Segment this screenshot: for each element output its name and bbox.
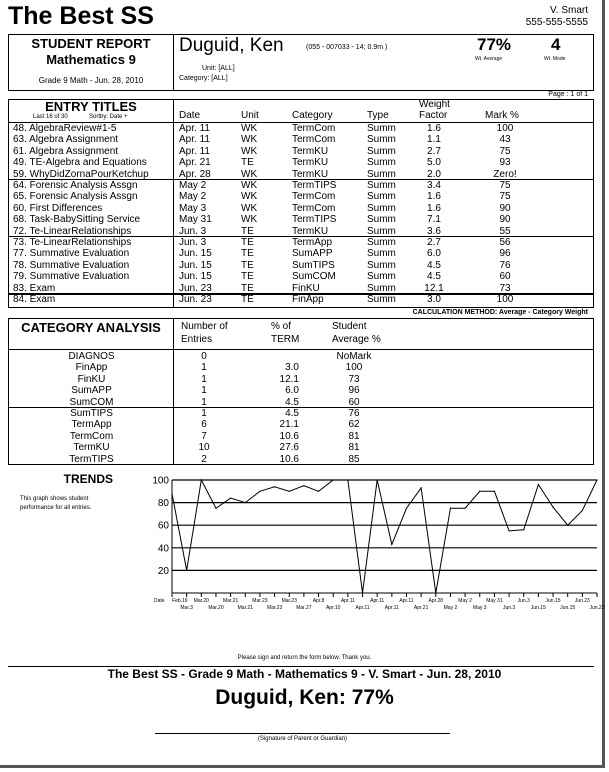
- category-pct: 21.1: [279, 419, 299, 431]
- data-point: [596, 479, 597, 480]
- entry-type: Summ: [367, 237, 396, 248]
- entry-mark: 55: [499, 225, 511, 237]
- entry-date: Jun. 3: [179, 237, 207, 248]
- entry-type: Summ: [367, 134, 396, 146]
- category-row: [9, 351, 594, 362]
- entry-row: [9, 123, 594, 134]
- col-mark: Mark %: [485, 110, 519, 121]
- entry-date: Apr. 11: [179, 134, 210, 146]
- x-tick-label: Jun.15: [560, 605, 576, 611]
- col-pct-2: TERM: [271, 334, 300, 345]
- school-name: The Best SS: [8, 2, 154, 30]
- trends-description-2: performance for all entries.: [20, 505, 92, 511]
- col-type: Type: [367, 110, 389, 121]
- x-tick-label: Apr.28: [428, 598, 444, 604]
- category-pct: 10.6: [279, 430, 299, 442]
- x-tick-label: Mar.21: [222, 598, 239, 604]
- entry-mark: Zero!: [493, 168, 517, 180]
- category-pct: 12.1: [279, 373, 299, 385]
- entry-category: TermKU: [292, 225, 329, 237]
- entry-title: 83. Exam: [13, 282, 56, 294]
- entry-type: Summ: [367, 180, 396, 191]
- data-point: [450, 508, 451, 509]
- data-point: [333, 479, 334, 480]
- category-avg: 81: [348, 442, 360, 454]
- x-tick-label: Jun.23: [589, 605, 605, 611]
- y-tick-label: 80: [157, 498, 169, 510]
- entry-type: Summ: [367, 248, 396, 260]
- entry-type: Summ: [367, 157, 396, 169]
- entry-unit: WK: [241, 180, 258, 191]
- entry-title: 60. First Differences: [13, 202, 103, 214]
- category-row: [9, 431, 594, 442]
- entry-mark: 56: [499, 237, 511, 248]
- x-tick-label: May 2: [458, 598, 472, 604]
- entry-weight: 1.6: [427, 123, 441, 134]
- weighted-mode-label: Wt. Mode: [544, 56, 566, 62]
- x-tick-label: May 3: [472, 605, 487, 611]
- entry-category: TermKU: [292, 145, 329, 157]
- report-header: [8, 34, 594, 91]
- x-axis-title: Date: [154, 598, 165, 604]
- entry-type: Summ: [367, 214, 396, 226]
- category-row: [9, 454, 594, 465]
- category-entries: 1: [201, 408, 207, 419]
- entry-weight: 1.6: [427, 202, 441, 214]
- entry-weight: 6.0: [427, 248, 441, 260]
- entry-unit: WK: [241, 191, 258, 203]
- class-date: Grade 9 Math - Jun. 28, 2010: [38, 76, 144, 85]
- entries-heading: ENTRY TITLES: [45, 99, 137, 114]
- entry-weight: 3.4: [427, 180, 441, 191]
- category-name: SumTIPS: [70, 408, 113, 419]
- entry-mark: 75: [499, 180, 511, 191]
- col-date: Date: [179, 110, 201, 121]
- category-avg: 76: [348, 408, 360, 419]
- entry-unit: WK: [241, 214, 258, 226]
- x-tick-label: Apr.11: [355, 605, 370, 611]
- entry-unit: WK: [241, 168, 258, 180]
- course-name: Mathematics 9: [46, 52, 136, 67]
- calculation-method: CALCULATION METHOD: Average - Category Weight: [412, 309, 588, 316]
- trend-line: [172, 480, 597, 593]
- category-filter: Category: [ALL]: [179, 75, 228, 82]
- entry-unit: TE: [241, 225, 254, 237]
- x-tick-label: Apr.21: [413, 605, 429, 611]
- col-category: Category: [292, 110, 333, 121]
- entry-unit: WK: [241, 134, 258, 146]
- entry-unit: TE: [241, 294, 254, 305]
- data-point: [479, 491, 480, 492]
- entry-date: Jun. 15: [179, 271, 212, 283]
- entry-weight: 4.5: [427, 259, 441, 271]
- entry-category: TermApp: [292, 237, 333, 248]
- entry-row: [9, 283, 594, 294]
- entry-category: FinApp: [292, 294, 324, 305]
- entry-unit: TE: [241, 248, 254, 260]
- data-point: [303, 485, 304, 486]
- footer-summary: The Best SS - Grade 9 Math - Mathematics 9 - V. Smart - Jun. 28, 2010: [107, 667, 502, 681]
- entry-title: 78. Summative Evaluation: [13, 259, 130, 271]
- data-point: [523, 529, 524, 530]
- entry-title: 61. Algebra Assignment: [13, 145, 119, 157]
- data-point: [465, 508, 466, 509]
- data-point: [538, 484, 539, 485]
- category-entries: 10: [198, 442, 210, 454]
- entry-row: [9, 294, 594, 305]
- entry-title: 49. TE-Algebra and Equations: [13, 157, 147, 169]
- entry-mark: 75: [499, 145, 511, 157]
- entry-category: SumTIPS: [292, 259, 335, 271]
- entry-weight: 2.0: [427, 168, 441, 180]
- entry-title: 59. WhyDidZornaPourKetchup: [13, 168, 149, 180]
- col-pct-1: % of: [271, 321, 292, 332]
- entry-date: May 2: [179, 180, 207, 191]
- category-avg: 81: [348, 430, 360, 442]
- entry-row: [9, 169, 594, 180]
- trends-chart: [140, 470, 609, 615]
- data-point: [421, 487, 422, 488]
- entry-category: TermCom: [292, 123, 336, 134]
- x-tick-label: Jun.23: [574, 598, 590, 604]
- col-avg-1: Student: [332, 321, 367, 332]
- entry-date: Jun. 3: [179, 225, 207, 237]
- entry-mark: 93: [499, 157, 511, 169]
- entry-weight: 1.1: [427, 134, 441, 146]
- trends-heading: TRENDS: [63, 472, 113, 486]
- x-tick-label: May 2: [443, 605, 458, 611]
- category-avg: NoMark: [336, 351, 372, 362]
- entry-date: May 31: [179, 214, 212, 226]
- entry-type: Summ: [367, 271, 396, 283]
- col-avg-2: Average %: [332, 334, 381, 345]
- category-name: TermApp: [71, 419, 112, 431]
- entry-date: Apr. 11: [179, 123, 210, 134]
- entry-title: 48. AlgebraReview#1-5: [13, 123, 117, 134]
- data-point: [377, 479, 378, 480]
- data-point: [552, 507, 553, 508]
- weighted-mode: 4: [551, 35, 561, 54]
- entry-row: [9, 157, 594, 168]
- entry-row: [9, 146, 594, 157]
- category-entries: 1: [201, 385, 207, 397]
- entry-category: SumAPP: [292, 248, 333, 260]
- category-row: [9, 362, 594, 373]
- x-tick-label: Mar.23: [266, 605, 283, 611]
- entry-title: 84. Exam: [13, 294, 56, 305]
- category-row: [9, 374, 594, 385]
- data-point: [259, 491, 260, 492]
- entry-type: Summ: [367, 202, 396, 214]
- category-name: FinKU: [77, 373, 106, 385]
- entry-unit: TE: [241, 271, 254, 283]
- data-point: [347, 479, 348, 480]
- entry-unit: WK: [241, 202, 258, 214]
- data-point: [362, 592, 363, 593]
- footer-result: Duguid, Ken: 77%: [215, 686, 394, 709]
- entry-type: Summ: [367, 191, 396, 203]
- x-tick-label: Jun.3: [517, 598, 530, 604]
- entry-date: Jun. 23: [179, 294, 212, 305]
- entry-mark: 100: [496, 123, 514, 134]
- x-tick-label: Apr.11: [399, 598, 414, 604]
- y-tick-label: 100: [152, 475, 169, 487]
- entry-date: Jun. 15: [179, 248, 212, 260]
- col-unit: Unit: [241, 110, 259, 121]
- student-info: (055 - 007033 - 14; 0.9m ): [306, 44, 388, 51]
- entry-title: 72. Te-LinearRelationships: [13, 225, 132, 237]
- entry-weight: 7.1: [427, 214, 441, 226]
- entry-row: [9, 226, 594, 237]
- category-name: DIAGNOS: [68, 351, 115, 362]
- student-name: Duguid, Ken: [179, 35, 284, 56]
- sort-order[interactable]: Sortby: Date +: [89, 114, 128, 120]
- category-entries: 7: [201, 430, 207, 442]
- col-entries-2: Entries: [181, 334, 213, 345]
- entry-date: May 2: [179, 191, 207, 203]
- x-tick-label: Jun.15: [530, 605, 546, 611]
- entry-mark: 75: [499, 191, 511, 203]
- entry-weight: 5.0: [427, 157, 441, 169]
- x-tick-label: Apr.11: [370, 598, 385, 604]
- entry-date: May 3: [179, 202, 207, 214]
- entries-count: Last 16 of 30: [33, 114, 68, 120]
- entry-weight: 3.0: [427, 294, 441, 305]
- col-weight-2: Factor: [419, 110, 448, 121]
- category-analysis-table: [8, 318, 594, 465]
- entry-row: [9, 180, 594, 191]
- x-tick-label: Apr.10: [325, 605, 341, 611]
- entry-unit: WK: [241, 145, 258, 157]
- entry-date: Apr. 28: [179, 168, 211, 180]
- category-entries: 1: [201, 373, 207, 385]
- unit-filter: Unit: [ALL]: [202, 65, 235, 72]
- entry-mark: 43: [499, 134, 511, 146]
- x-tick-label: Apr.8: [312, 598, 325, 604]
- category-avg: 60: [348, 396, 360, 408]
- entry-weight: 2.7: [427, 145, 441, 157]
- entry-row: [9, 271, 594, 282]
- entry-weight: 2.7: [427, 237, 441, 248]
- entry-type: Summ: [367, 294, 396, 305]
- entry-mark: 73: [499, 282, 511, 294]
- entry-row: [9, 134, 594, 145]
- entry-date: Apr. 21: [179, 157, 211, 169]
- entry-category: TermTIPS: [292, 214, 337, 226]
- entry-unit: TE: [241, 282, 254, 294]
- category-avg: 100: [345, 362, 363, 374]
- entry-title: 73. Te-LinearRelationships: [13, 237, 132, 248]
- category-row: [9, 408, 594, 419]
- entry-category: TermCom: [292, 191, 336, 203]
- x-tick-label: Mar.27: [296, 605, 312, 611]
- category-pct: 4.5: [285, 396, 299, 408]
- entry-mark: 60: [499, 271, 511, 283]
- category-row: [9, 397, 594, 408]
- category-name: TermTIPS: [69, 453, 114, 465]
- category-entries: 1: [201, 396, 207, 408]
- entry-type: Summ: [367, 225, 396, 237]
- x-tick-label: Mar.23: [281, 598, 297, 604]
- teacher-name: V. Smart: [550, 5, 588, 16]
- entry-title: 79. Summative Evaluation: [13, 271, 130, 283]
- weighted-average-label: Wt. Average: [475, 56, 503, 62]
- x-tick-label: Jun.15: [545, 598, 561, 604]
- entry-category: SumCOM: [292, 271, 336, 283]
- entry-type: Summ: [367, 145, 396, 157]
- category-name: SumAPP: [71, 385, 112, 397]
- entry-type: Summ: [367, 259, 396, 271]
- category-entries: 2: [201, 453, 207, 465]
- x-tick-label: Apr.11: [384, 605, 399, 611]
- entry-unit: TE: [241, 157, 254, 169]
- data-point: [171, 493, 172, 494]
- entry-category: TermTIPS: [292, 180, 337, 191]
- entry-title: 64. Forensic Analysis Assgn: [13, 180, 138, 191]
- entry-row: [9, 237, 594, 248]
- entry-row: [9, 214, 594, 225]
- entry-date: Jun. 15: [179, 259, 212, 271]
- entry-mark: 90: [499, 202, 511, 214]
- category-avg: 85: [348, 453, 360, 465]
- data-point: [318, 491, 319, 492]
- y-tick-label: 40: [157, 543, 169, 555]
- entry-mark: 100: [496, 294, 514, 305]
- entry-type: Summ: [367, 282, 396, 294]
- entry-date: Apr. 11: [179, 145, 210, 157]
- data-point: [245, 502, 246, 503]
- x-tick-label: Mar.3: [180, 605, 193, 611]
- entry-row: [9, 260, 594, 271]
- entry-type: Summ: [367, 123, 396, 134]
- category-avg: 62: [348, 419, 360, 431]
- category-name: SumCOM: [69, 396, 114, 408]
- category-heading: CATEGORY ANALYSIS: [21, 320, 161, 335]
- school-phone: 555-555-5555: [525, 17, 588, 28]
- category-pct: 3.0: [285, 362, 299, 374]
- category-entries: 6: [201, 419, 207, 431]
- entry-unit: WK: [241, 123, 258, 134]
- category-row: [9, 385, 594, 396]
- category-avg: 73: [348, 373, 360, 385]
- entry-weight: 1.6: [427, 191, 441, 203]
- entry-category: TermKU: [292, 168, 329, 180]
- entry-weight: 3.6: [427, 225, 441, 237]
- data-point: [186, 570, 187, 571]
- category-row: [9, 419, 594, 430]
- entry-mark: 96: [499, 248, 511, 260]
- col-weight-1: Weight: [419, 99, 450, 110]
- entry-mark: 76: [499, 259, 511, 271]
- x-tick-label: Jun.3: [502, 605, 516, 611]
- sign-instruction: Please sign and return the form below. Thank you.: [237, 655, 372, 661]
- category-pct: 27.6: [279, 442, 299, 454]
- x-tick-label: Mar.20: [193, 598, 209, 604]
- entry-category: TermKU: [292, 157, 329, 169]
- data-point: [274, 486, 275, 487]
- data-point: [289, 491, 290, 492]
- entry-unit: TE: [241, 237, 254, 248]
- data-point: [494, 491, 495, 492]
- x-tick-label: Mar.23: [252, 598, 268, 604]
- data-point: [391, 544, 392, 545]
- entry-title: 63. Algebra Assignment: [13, 134, 119, 146]
- data-point: [435, 592, 436, 593]
- entry-mark: 90: [499, 214, 511, 226]
- page-number: Page : 1 of 1: [548, 91, 588, 98]
- category-avg: 96: [348, 385, 360, 397]
- entry-weight: 12.1: [424, 282, 444, 294]
- data-point: [201, 479, 202, 480]
- entry-category: TermCom: [292, 202, 336, 214]
- signature-label: (Signature of Parent or Guardian): [257, 736, 348, 742]
- entry-title: 68. Task-BabySitting Service: [13, 214, 141, 226]
- entry-row: [9, 248, 594, 259]
- entries-table: [8, 99, 594, 308]
- category-name: FinApp: [75, 362, 108, 374]
- category-name: TermCom: [69, 430, 114, 442]
- x-tick-label: Feb.19: [172, 598, 188, 604]
- category-entries: 1: [201, 362, 207, 374]
- entry-category: TermCom: [292, 134, 336, 146]
- category-pct: 4.5: [285, 408, 299, 419]
- report-title: STUDENT REPORT: [31, 36, 151, 51]
- entry-category: FinKU: [292, 282, 320, 294]
- x-tick-label: May 31: [486, 598, 503, 604]
- y-tick-label: 60: [157, 520, 169, 532]
- category-pct: 6.0: [285, 385, 299, 397]
- data-point: [567, 525, 568, 526]
- entry-row: [9, 191, 594, 202]
- entry-weight: 4.5: [427, 271, 441, 283]
- x-tick-label: Apr.11: [340, 598, 355, 604]
- entry-date: Jun. 23: [179, 282, 212, 294]
- data-point: [582, 510, 583, 511]
- y-tick-label: 20: [157, 565, 169, 577]
- category-row: [9, 442, 594, 453]
- data-point: [508, 530, 509, 531]
- data-point: [215, 508, 216, 509]
- category-entries: 0: [201, 351, 207, 362]
- trends-description-1: This graph shows student: [20, 496, 89, 502]
- entry-type: Summ: [367, 168, 396, 180]
- weighted-average: 77%: [477, 35, 512, 54]
- category-pct: 10.6: [279, 453, 299, 465]
- data-point: [406, 508, 407, 509]
- x-tick-label: Mar.21: [237, 605, 253, 611]
- entry-title: 77. Summative Evaluation: [13, 248, 130, 260]
- entry-title: 65. Forensic Analysis Assgn: [13, 191, 138, 203]
- signature-line: [155, 733, 450, 734]
- data-point: [230, 497, 231, 498]
- x-tick-label: Mar.20: [208, 605, 224, 611]
- entry-row: [9, 203, 594, 214]
- entry-unit: TE: [241, 259, 254, 271]
- category-name: TermKU: [73, 442, 110, 454]
- col-entries-1: Number of: [181, 321, 228, 332]
